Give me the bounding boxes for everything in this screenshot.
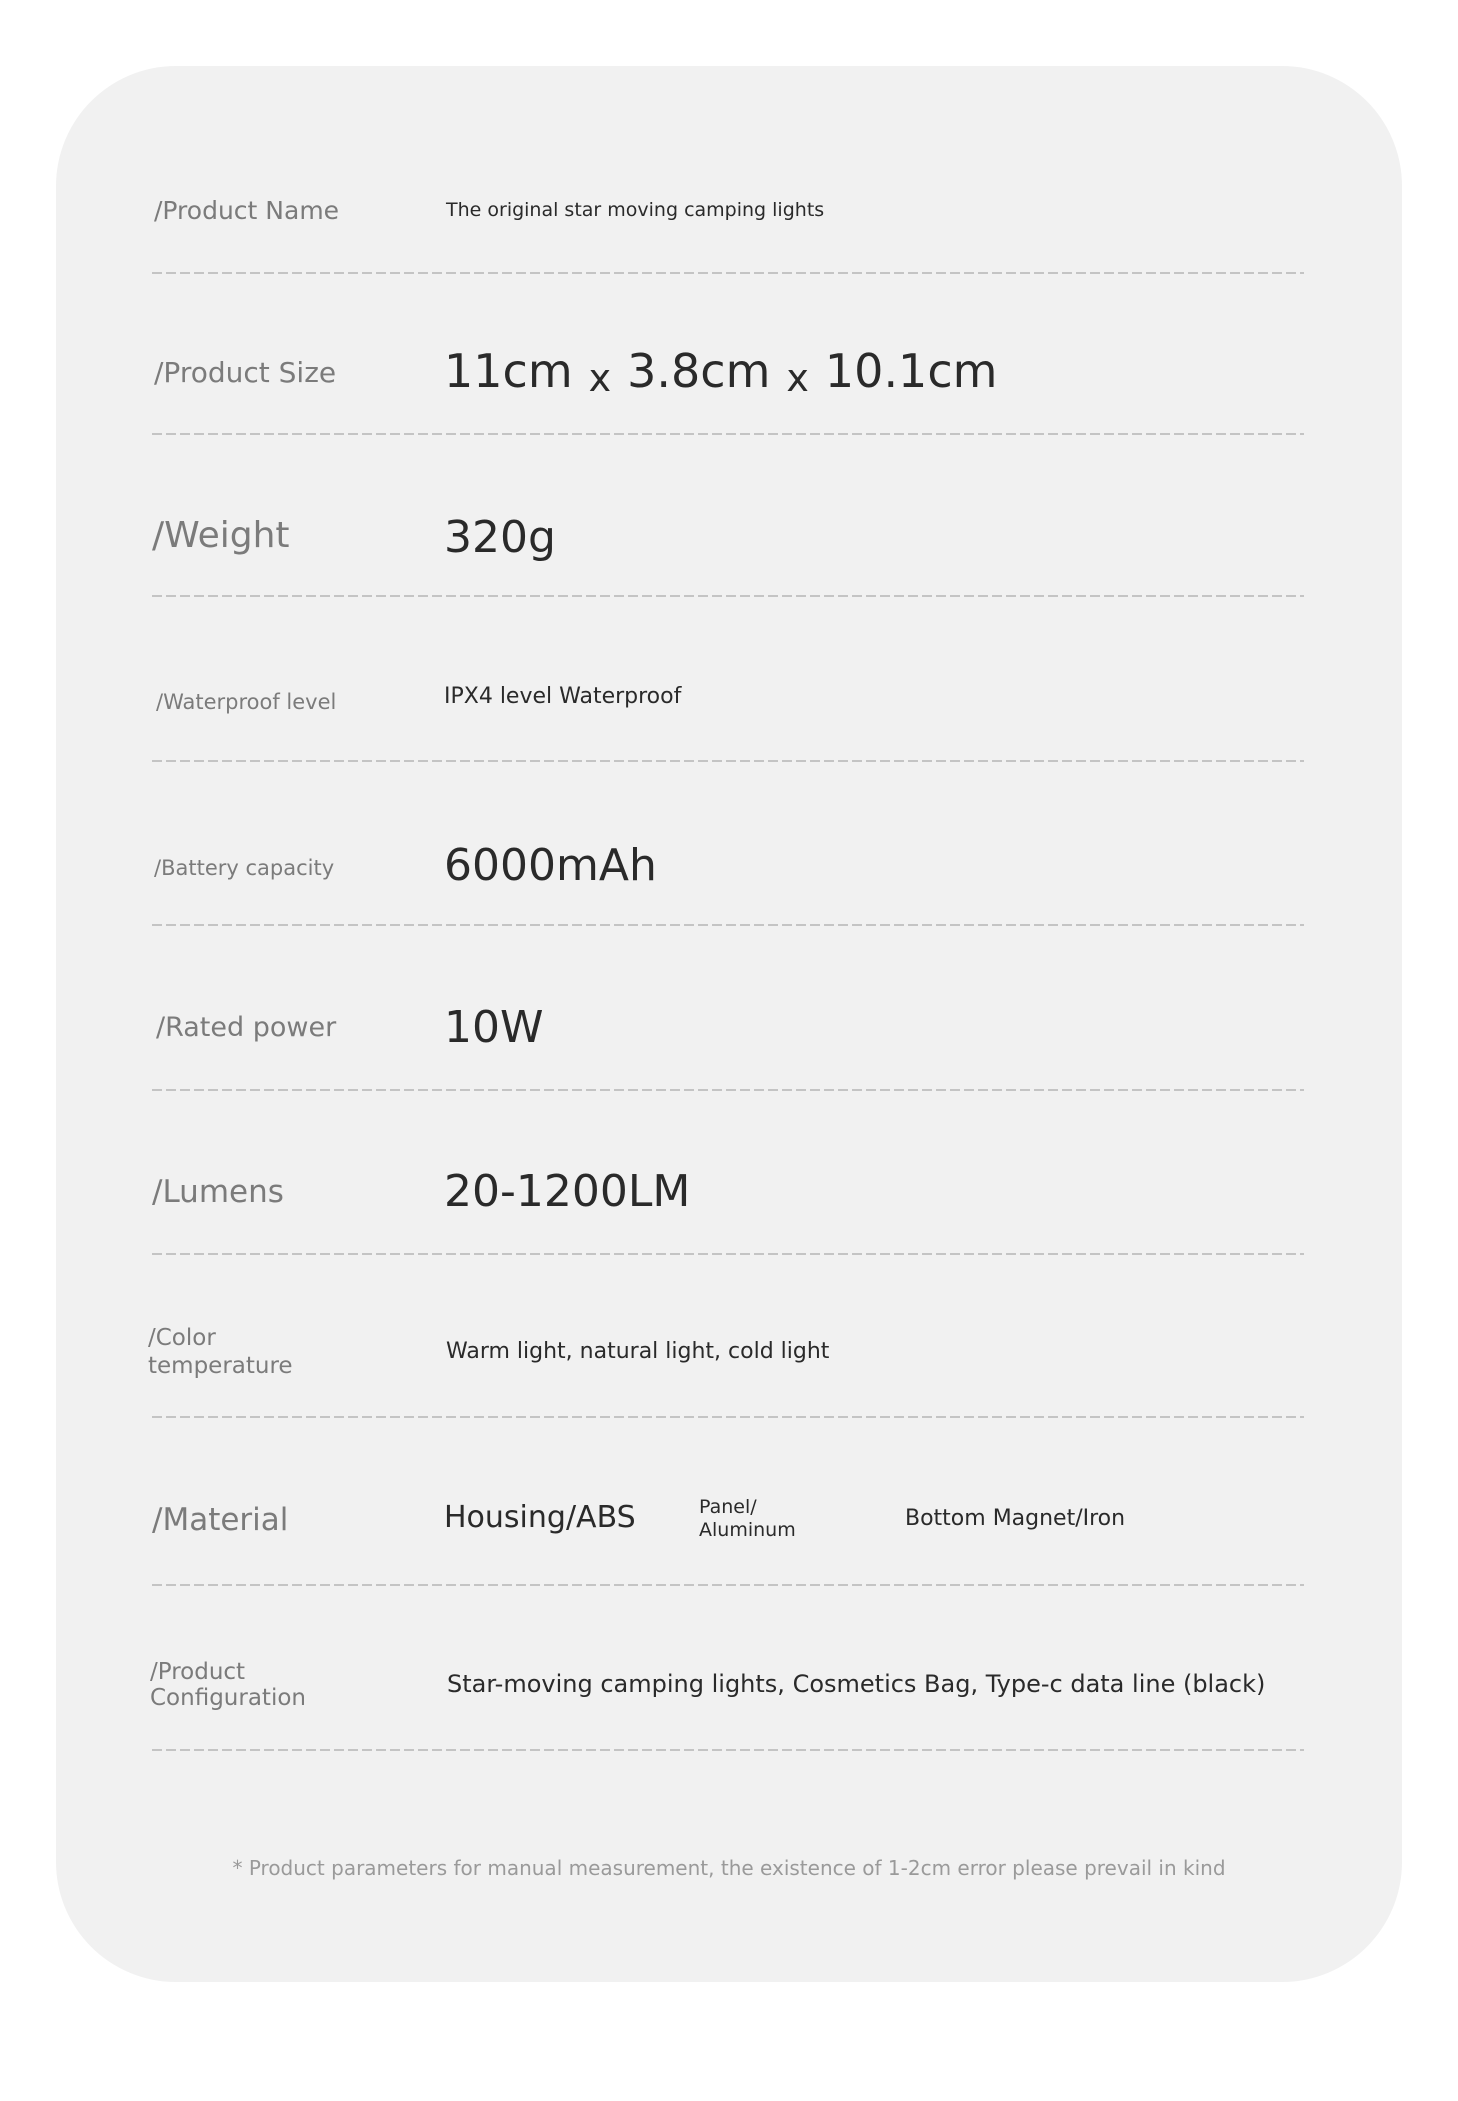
lumens-label: /Lumens — [152, 1174, 284, 1210]
rated-power-label: /Rated power — [156, 1012, 337, 1043]
weight-value: 320g — [444, 512, 556, 563]
material-panel — [699, 1496, 796, 1542]
product-size-height: 10.1cm — [824, 344, 998, 398]
lumens-value: 20-1200LM — [444, 1166, 691, 1217]
material-panel-line1: Panel/ — [699, 1496, 757, 1518]
product-name-label: /Product Name — [154, 196, 340, 225]
divider — [152, 1414, 1304, 1420]
material-panel-line2: Aluminum — [699, 1519, 796, 1541]
spec-card — [56, 66, 1402, 1982]
configuration-label-line2: Configuration — [150, 1685, 306, 1711]
battery-value: 6000mAh — [444, 840, 657, 891]
waterproof-label: /Waterproof level — [156, 690, 337, 714]
configuration-value: Star-moving camping lights, Cosmetics Bag, Type-c data line (black) — [447, 1670, 1266, 1698]
color-temperature-label — [148, 1324, 293, 1380]
material-bottom: Bottom Magnet/Iron — [905, 1506, 1126, 1531]
product-size-width: 3.8cm — [627, 344, 771, 398]
configuration-label — [150, 1659, 306, 1711]
divider — [152, 270, 1304, 276]
product-name-value: The original star moving camping lights — [446, 199, 825, 221]
product-size-label: /Product Size — [154, 356, 337, 389]
configuration-label-line1: /Product — [150, 1659, 246, 1685]
product-size-length: 11cm — [444, 344, 573, 398]
divider — [152, 431, 1304, 437]
material-housing: Housing/ABS — [444, 1500, 636, 1535]
divider — [152, 1251, 1304, 1257]
rated-power-value: 10W — [444, 1002, 544, 1053]
weight-label: /Weight — [152, 515, 290, 556]
product-size-value — [444, 344, 997, 398]
divider — [152, 758, 1304, 764]
color-temperature-value: Warm light, natural light, cold light — [446, 1339, 830, 1364]
color-temperature-label-line1: /Color — [148, 1325, 216, 1351]
divider — [152, 1747, 1304, 1753]
battery-label: /Battery capacity — [154, 856, 335, 880]
color-temperature-label-line2: temperature — [148, 1353, 293, 1379]
divider — [152, 1087, 1304, 1093]
divider — [152, 593, 1304, 599]
material-label: /Material — [152, 1502, 289, 1538]
divider — [152, 1582, 1304, 1588]
product-size-separator: x — [588, 356, 612, 400]
waterproof-value: IPX4 level Waterproof — [444, 684, 682, 709]
footnote: * Product parameters for manual measurement, the existence of 1-2cm error please prevail in kind — [232, 1856, 1226, 1880]
product-size-separator: x — [786, 356, 809, 400]
divider — [152, 922, 1304, 928]
